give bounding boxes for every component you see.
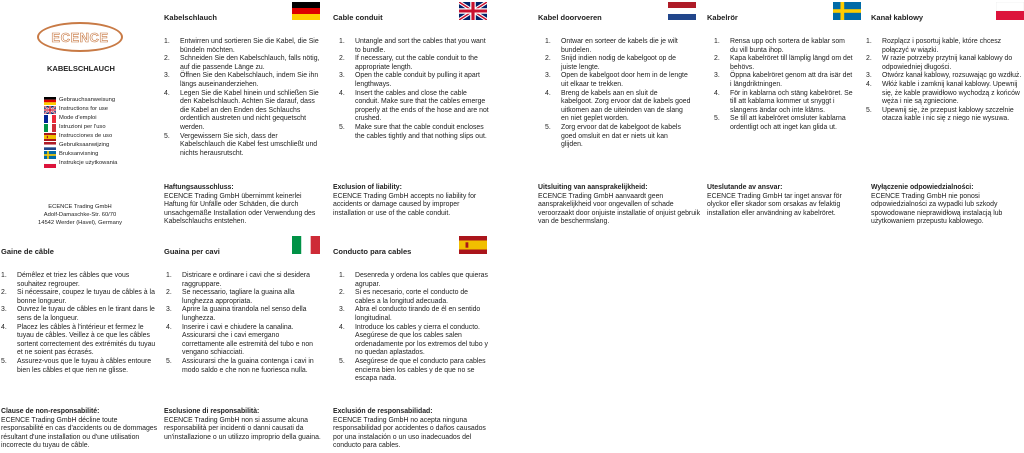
disclaimer-title: Clause de non-responsabilité:	[1, 408, 100, 415]
section-title: Kabelschlauch	[164, 13, 217, 22]
step-number: 5.	[339, 123, 345, 131]
step-number: 2.	[164, 55, 170, 63]
step-text: Öffnen Sie den Kabelschlauch, indem Sie ihn längs auseinanderziehen.	[180, 72, 319, 88]
step-text: Rozplącz i posortuj kable, które chcesz połączyć w wiązki.	[882, 38, 1002, 54]
step-item	[1, 358, 157, 375]
step-text: Zorg ervoor dat de kabelgoot de kabels goed omsluit en dat er niets uit kan glijden.	[561, 123, 681, 149]
step-text: Introduce los cables y cierra el conducto. Asegúrese de que los cables salen ordenadamente por los extremos del tubo y no quedan aplastados.	[355, 323, 488, 357]
step-text: Make sure that the cable conduit encloses the cables tightly and that nothing slips out.	[355, 123, 487, 140]
step-item	[339, 55, 491, 72]
step-number: 3.	[714, 72, 720, 80]
step-number: 1.	[339, 38, 345, 45]
legend-label: Instrucciones de uso	[59, 133, 113, 139]
step-item	[545, 55, 691, 72]
step-item	[866, 81, 1024, 107]
step-item	[164, 72, 322, 89]
step-number: 5.	[545, 123, 551, 131]
legend-label: Gebruiksaanwijzing	[59, 142, 110, 148]
step-item	[866, 38, 1024, 55]
de-flag-icon	[44, 97, 56, 105]
step-text: Assurez-vous que le tuyau à câbles entoure bien les câbles et que rien ne glisse.	[17, 357, 152, 374]
legend-label: Istruzioni per l'uso	[59, 124, 106, 130]
step-text: Snijd indien nodig de kabelgoot op de juiste lengte.	[561, 55, 676, 71]
disclaimer-title: Esclusione di responsabilità:	[164, 408, 260, 415]
step-item	[339, 272, 489, 289]
liability-disclaimer	[707, 184, 847, 218]
step-text: Asegúrese de que el conducto para cables encierra bien los cables y de que no se escapa nada.	[355, 357, 486, 383]
step-text: Legen Sie die Kabel hinein und schließen Sie den Kabelschlauch. Achten Sie darauf, dass die Kabel an den Enden des Schlauchs ordentlich austreten und nicht gequetscht werden.	[180, 89, 319, 131]
step-text: Breng de kabels aan en sluit de kabelgoot. Zorg ervoor dat de kabels goed uitkomen aan de uiteinden van de slang en niet geplet worden.	[561, 89, 691, 123]
nl-flag-icon	[44, 142, 56, 150]
step-number: 3.	[545, 72, 551, 80]
step-number: 1.	[166, 272, 172, 279]
step-item	[164, 38, 322, 55]
step-number: 1.	[1, 272, 7, 279]
step-number: 4.	[545, 89, 551, 97]
disclaimer-title: Uteslutande av ansvar:	[707, 184, 783, 191]
section-title: Kabelrör	[707, 13, 738, 22]
step-text: Schneiden Sie den Kabelschlauch, falls nötig, auf die passende Länge zu.	[180, 55, 320, 71]
step-number: 2.	[714, 55, 720, 63]
step-text: Untangle and sort the cables that you want to bundle.	[355, 38, 486, 54]
step-text: Entwirren und sortieren Sie die Kabel, die Sie bündeln möchten.	[180, 38, 319, 54]
step-item	[1, 272, 157, 289]
step-number: 3.	[339, 72, 345, 80]
step-number: 2.	[339, 55, 345, 63]
disclaimer-text: ECENCE Trading GmbH décline toute responsabilité en cas d'accidents ou de dommages résultant d'une installation ou d'une utilisation incorrecte du tuyau de câble.	[1, 416, 158, 450]
step-number: 1.	[545, 38, 551, 45]
section-title: Kabel doorvoeren	[538, 13, 602, 22]
address-line: Adolf-Damaschke-Str. 60/70	[43, 212, 117, 218]
step-number: 3.	[164, 72, 170, 80]
step-number: 5.	[714, 115, 720, 123]
step-number: 5.	[166, 357, 172, 365]
step-item	[866, 72, 1024, 81]
section-title: Gaine de câble	[1, 247, 54, 256]
step-text: Abra el conducto tirando de él en sentido longitudinal.	[355, 306, 481, 322]
step-number: 1.	[714, 38, 720, 45]
step-item	[339, 324, 489, 358]
step-text: Inserire i cavi e chiudere la canalina. Assicurarsi che i cavi emergano correttamente alle estremità del tubo e non vengano schiacciati.	[182, 323, 313, 357]
step-number: 3.	[166, 306, 172, 314]
step-text: Open de kabelgoot door hem in de lengte uit elkaar te trekken.	[561, 72, 688, 88]
liability-disclaimer	[333, 408, 491, 451]
step-text: Si nécessaire, coupez le tuyau de câbles à la bonne longueur.	[17, 289, 155, 305]
step-text: Desenreda y ordena los cables que quieras agrupar.	[355, 272, 488, 288]
step-item	[339, 306, 489, 323]
step-item	[714, 115, 854, 132]
it-flag-icon	[292, 236, 320, 254]
step-item	[714, 72, 854, 89]
gb-flag-icon	[44, 106, 56, 114]
legend-item	[44, 114, 117, 123]
pl-flag-icon	[996, 2, 1024, 20]
step-item	[164, 55, 322, 72]
step-number: 5.	[866, 106, 872, 114]
step-text: W razie potrzeby przytnij kanał kablowy do odpowiedniej długości.	[882, 55, 1013, 71]
section-title: Conducto para cables	[333, 247, 412, 256]
step-number: 4.	[339, 323, 345, 331]
legend-item	[44, 141, 117, 150]
step-item	[166, 306, 316, 323]
liability-disclaimer	[871, 184, 1019, 227]
step-text: Kapa kabelröret till lämplig längd om det behövs.	[730, 55, 853, 71]
es-flag-icon	[459, 236, 487, 254]
disclaimer-text: ECENCE Trading GmbH non si assume alcuna responsabilità per incidenti o danni causati da un'installazione o un utilizzo improprio della guaina.	[164, 416, 321, 441]
step-text: Districare e ordinare i cavi che si desidera raggruppare.	[182, 272, 310, 288]
step-item	[166, 289, 316, 306]
step-item	[339, 90, 491, 124]
step-text: If necessary, cut the cable conduit to the appropriate length.	[355, 55, 478, 71]
se-flag-icon	[44, 151, 56, 159]
product-title: KABELSCHLAUCH	[47, 64, 115, 73]
step-text: Se till att kabelröret omsluter kablarna ordentligt och att inget kan glida ut.	[730, 115, 846, 131]
liability-disclaimer	[538, 184, 702, 227]
instruction-steps	[339, 38, 491, 141]
step-number: 2.	[166, 289, 172, 297]
step-item	[545, 38, 691, 55]
step-number: 1.	[164, 38, 170, 45]
step-text: Insert the cables and close the cable conduit. Make sure that the cables emerge properly at the ends of the hose and are not crushed.	[355, 89, 489, 123]
step-text: Otwórz kanał kablowy, rozsuwając go wzdłuż.	[882, 72, 1022, 80]
instruction-steps	[1, 272, 157, 375]
legend-item	[44, 159, 117, 168]
legend-item	[44, 123, 117, 132]
step-item	[866, 107, 1024, 124]
step-text: Włóż kable i zamknij kanał kablowy. Upewnij się, że kable prawidłowo wychodzą z końców węża i nie są zgniecione.	[882, 80, 1020, 106]
disclaimer-text: ECENCE Trading GmbH no acepta ninguna responsabilidad por accidentes o daños causados por una instalación o un uso inadecuados del conducto para cables.	[333, 416, 486, 450]
step-item	[714, 55, 854, 72]
step-number: 4.	[339, 89, 345, 97]
step-text: För in kablarna och stäng kabelröret. Se till att kablarna kommer ut snyggt i slangens ändar och inte kläms.	[730, 89, 853, 114]
nl-flag-icon	[668, 2, 696, 20]
legend-label: Gebrauchsanweisung	[59, 97, 116, 103]
disclaimer-text: ECENCE Trading GmbH übernimmt keinerlei Haftung für Unfälle oder Schäden, die durch unsachgemäße Installation oder Verwendung des Kabelschlauchs entstehen.	[164, 192, 316, 226]
step-number: 5.	[1, 357, 7, 365]
section-title: Kanał kablowy	[871, 13, 924, 22]
it-flag-icon	[44, 124, 56, 132]
step-text: Open the cable conduit by pulling it apart lengthways.	[355, 72, 480, 88]
step-item	[1, 306, 157, 323]
step-number: 2.	[545, 55, 551, 63]
step-item	[545, 90, 691, 124]
legend-item	[44, 150, 117, 159]
step-number: 2.	[1, 289, 7, 297]
step-text: Assicurarsi che la guaina contenga i cavi in modo saldo e che non ne fuoriesca nulla.	[182, 357, 314, 374]
step-item	[1, 289, 157, 306]
step-item	[166, 324, 316, 358]
step-number: 1.	[339, 272, 345, 279]
legend-item	[44, 105, 117, 114]
liability-disclaimer	[164, 408, 324, 442]
step-item	[866, 55, 1024, 72]
step-number: 4.	[164, 89, 170, 97]
fr-flag-icon	[44, 115, 56, 123]
step-number: 4.	[714, 89, 720, 97]
step-number: 4.	[1, 323, 7, 331]
step-item	[545, 72, 691, 89]
step-number: 1.	[866, 38, 872, 45]
liability-disclaimer	[1, 408, 159, 451]
legend-label: Instrukcje użytkowania	[59, 160, 118, 166]
step-text: Si es necesario, corte el conducto de cables a la longitud adecuada.	[355, 289, 468, 305]
legend-item	[44, 132, 117, 141]
step-item	[339, 38, 491, 55]
en-flag-icon	[459, 2, 487, 20]
step-number: 3.	[339, 306, 345, 314]
step-number: 4.	[166, 323, 172, 331]
instruction-steps	[545, 38, 691, 150]
step-item	[1, 324, 157, 358]
instruction-steps	[714, 38, 854, 133]
legend-label: Mode d'emploi	[59, 115, 97, 121]
step-number: 3.	[866, 72, 872, 80]
legend-label: Bruksanvisning	[59, 151, 99, 157]
language-legend	[44, 96, 117, 168]
disclaimer-title: Haftungsausschluss:	[164, 184, 234, 191]
disclaimer-text: ECENCE Trading GmbH nie ponosi odpowiedzialności za wypadki lub szkody spowodowane nieprawidłową instalacją lub użytkowaniem przepustu kablowego.	[871, 192, 1003, 226]
step-number: 2.	[866, 55, 872, 63]
step-text: Rensa upp och sortera de kablar som du vill bunta ihop.	[730, 38, 845, 54]
section-title: Guaina per cavi	[164, 247, 220, 256]
instruction-steps	[166, 272, 316, 375]
disclaimer-title: Exclusión de responsabilidad:	[333, 408, 433, 415]
step-text: Se necessario, tagliare la guaina alla lunghezza appropriata.	[182, 289, 295, 305]
step-item	[166, 272, 316, 289]
step-item	[166, 358, 316, 375]
step-text: Vergewissern Sie sich, dass der Kabelschlauch die Kabel fest umschließt und nichts herausrutscht.	[180, 132, 318, 157]
step-number: 5.	[339, 357, 345, 365]
step-item	[339, 358, 489, 384]
step-text: Aprire la guaina tirandola nel senso della lunghezza.	[182, 306, 307, 322]
disclaimer-title: Uitsluiting van aansprakelijkheid:	[538, 184, 648, 191]
step-item	[714, 90, 854, 116]
step-text: Öppna kabelröret genom att dra isär det i längdriktningen.	[730, 72, 853, 88]
disclaimer-text: ECENCE Trading GmbH tar inget ansvar för olyckor eller skador som orsakas av felaktig installation eller användning av kabelröret.	[707, 192, 842, 217]
step-item	[164, 133, 322, 159]
liability-disclaimer	[164, 184, 324, 227]
legend-item	[44, 96, 117, 105]
ecence-logo: ECENCE	[37, 22, 123, 52]
es-flag-icon	[44, 133, 56, 141]
instruction-steps	[339, 272, 489, 384]
step-text: Démêlez et triez les câbles que vous souhaitez regrouper.	[17, 272, 130, 288]
disclaimer-text: ECENCE Trading GmbH accepts no liability for accidents or damage caused by improper installation or use of the cable conduit.	[333, 192, 477, 217]
de-flag-icon	[292, 2, 320, 20]
legend-label: Instructions for use	[59, 106, 108, 112]
disclaimer-title: Wyłączenie odpowiedzialności:	[871, 184, 974, 191]
address-line: ECENCE Trading GmbH	[48, 204, 112, 210]
step-number: 4.	[866, 80, 872, 88]
step-item	[714, 38, 854, 55]
liability-disclaimer	[333, 184, 493, 218]
company-address	[34, 203, 126, 227]
step-text: Upewnij się, że przepust kablowy szczelnie otacza kable i nic się z niego nie wysuwa.	[882, 106, 1014, 123]
pl-flag-icon	[44, 160, 56, 168]
instruction-steps	[866, 38, 1024, 124]
disclaimer-title: Exclusion of liability:	[333, 184, 402, 191]
disclaimer-text: ECENCE Trading GmbH aanvaardt geen aansprakelijkheid voor ongevallen of schade veroorzaakt door onjuiste installatie of onjuist gebruik van de beschermslang.	[538, 192, 701, 226]
step-text: Ontwar en sorteer de kabels die je wilt bundelen.	[561, 38, 678, 54]
step-item	[339, 289, 489, 306]
step-number: 5.	[164, 132, 170, 140]
address-line: 14542 Werder (Havel), Germany	[38, 220, 122, 226]
section-title: Cable conduit	[333, 13, 383, 22]
step-number: 3.	[1, 306, 7, 314]
instruction-steps	[164, 38, 322, 158]
step-item	[164, 90, 322, 133]
step-text: Placez les câbles à l'intérieur et fermez le tuyau de câbles. Veillez à ce que les câbles sortent correctement des extrémités du tuyau et ne soient pas écrasés.	[17, 323, 156, 357]
step-item	[545, 124, 691, 150]
step-item	[339, 124, 491, 141]
step-item	[339, 72, 491, 89]
step-number: 2.	[339, 289, 345, 297]
step-text: Ouvrez le tuyau de câbles en le tirant dans le sens de la longueur.	[17, 306, 155, 322]
se-flag-icon	[833, 2, 861, 20]
